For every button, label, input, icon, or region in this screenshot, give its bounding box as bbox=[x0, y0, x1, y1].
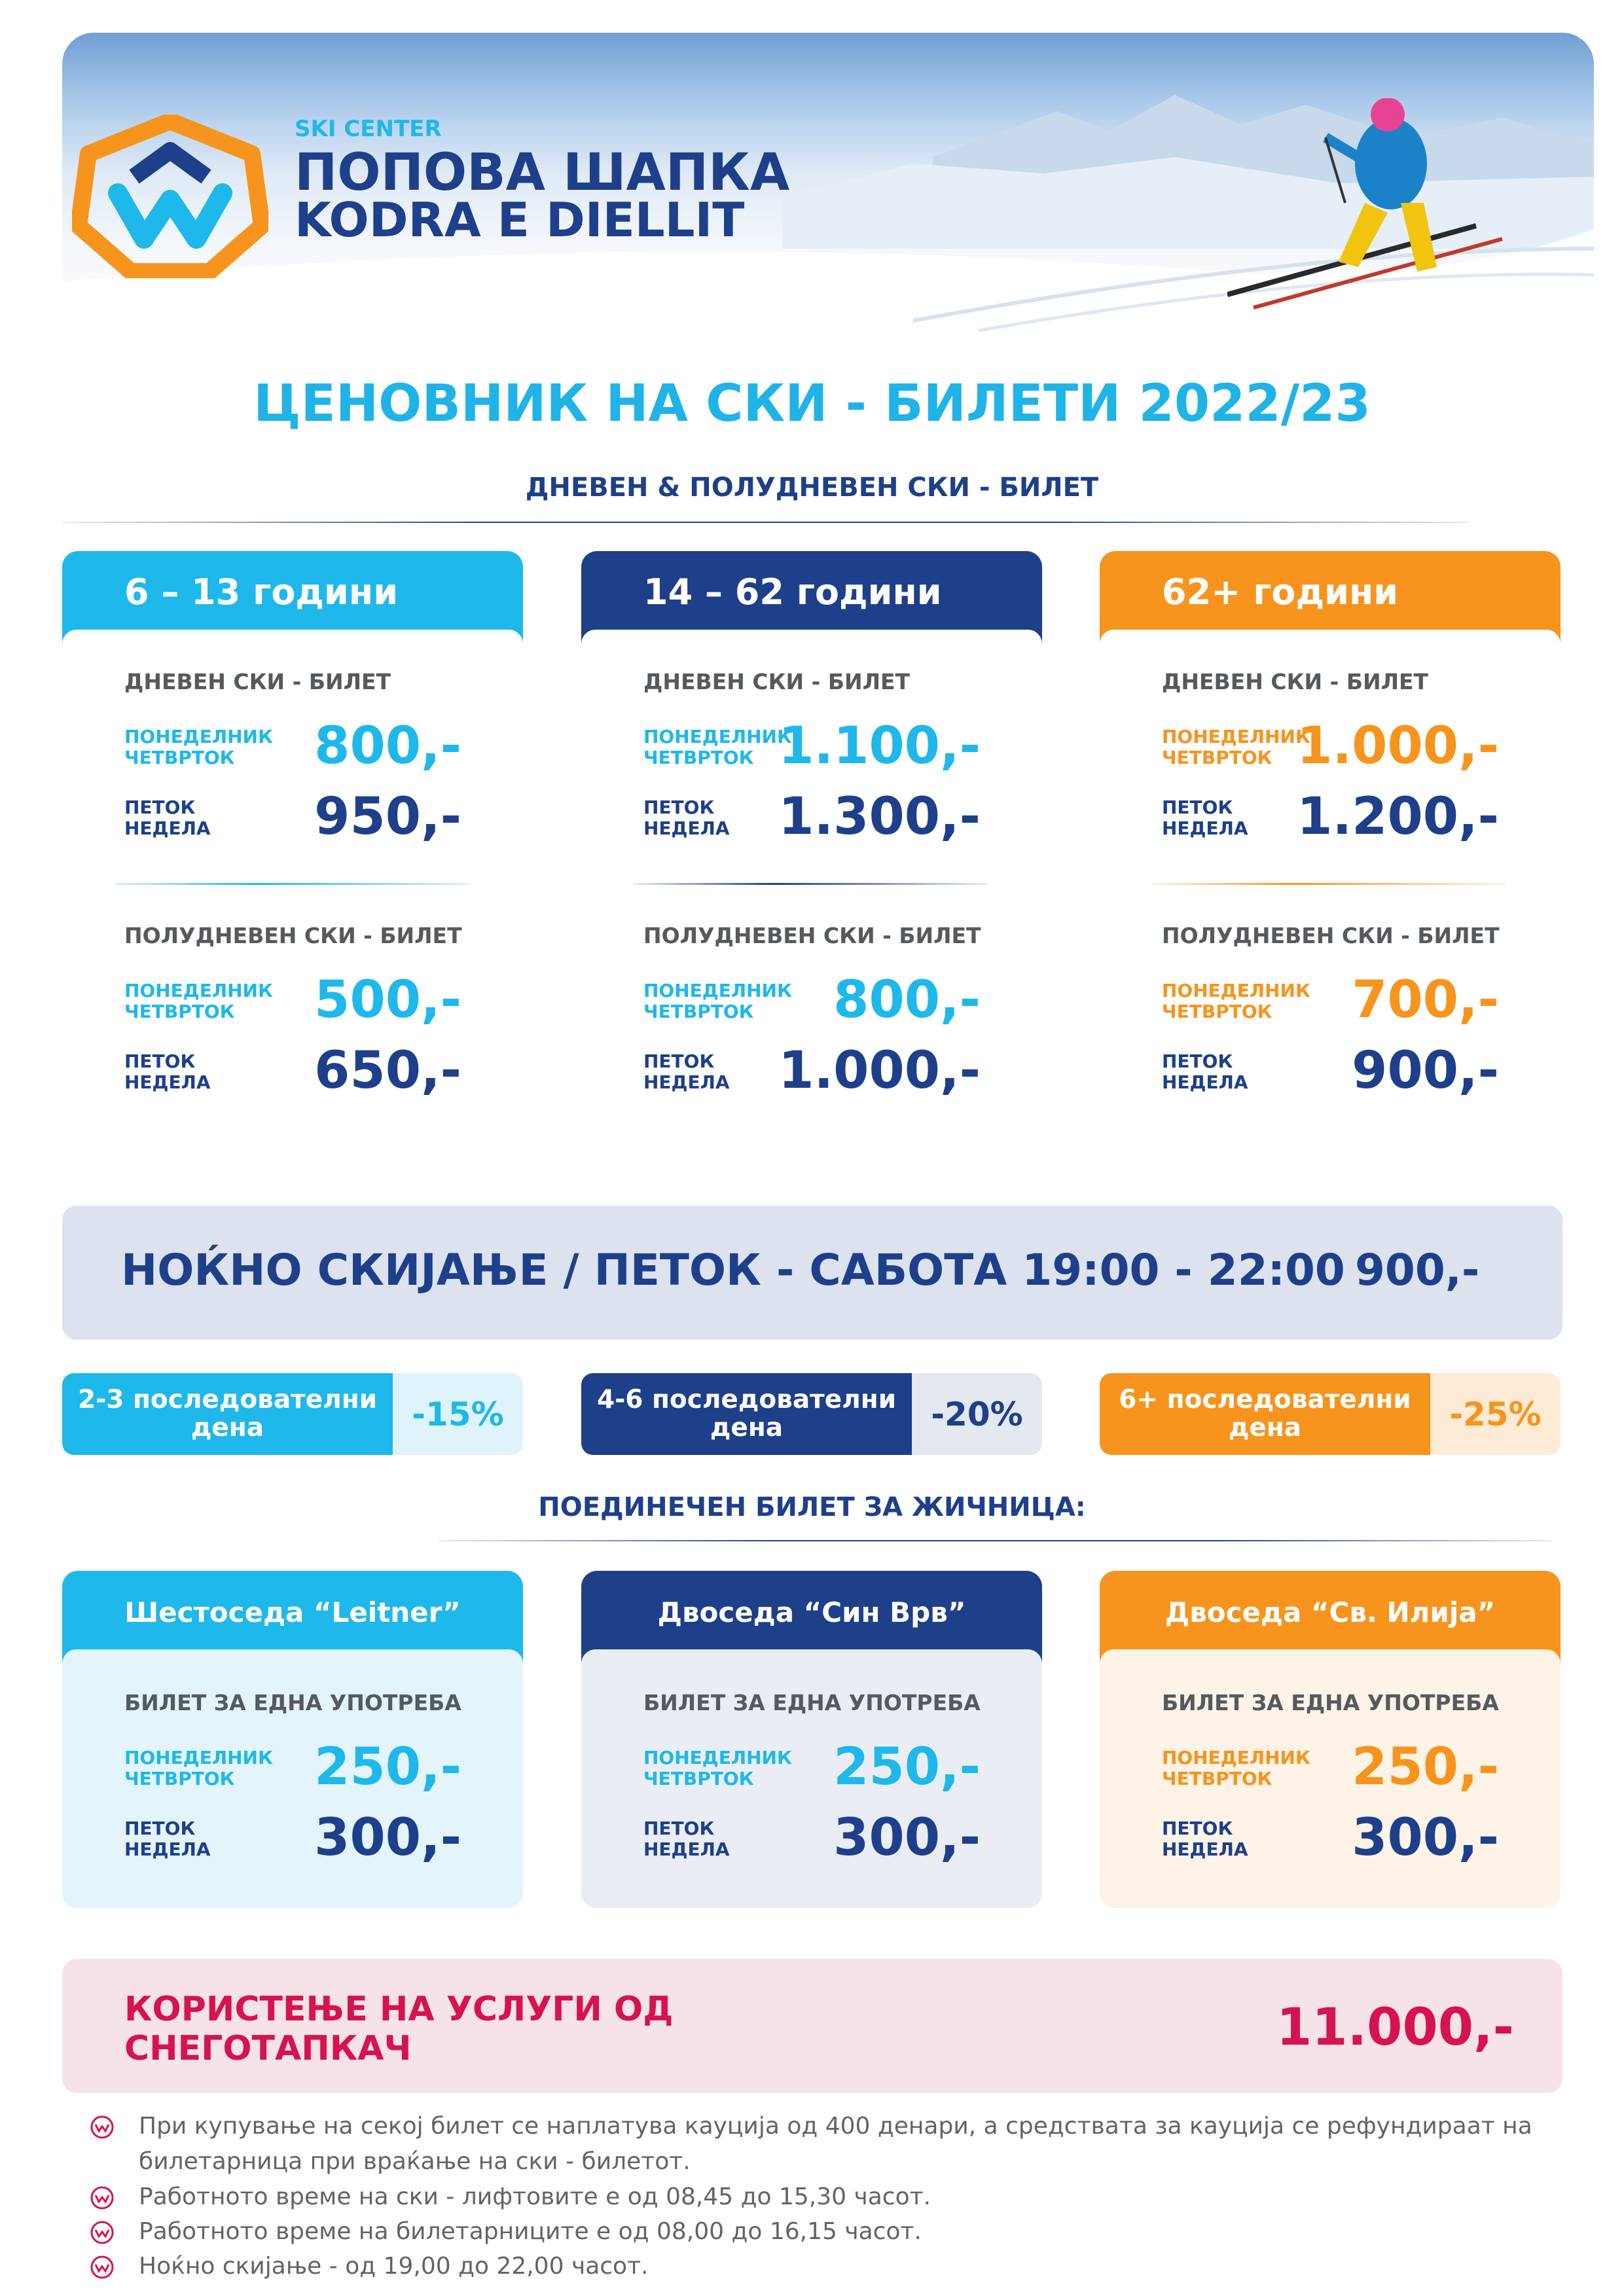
day-to: НЕДЕЛА bbox=[643, 817, 730, 840]
note-text: Ноќно скијање - од 19,00 до 22,00 часот. bbox=[139, 2253, 649, 2280]
brand-line-1: ПОПОВА ШАПКА bbox=[295, 143, 790, 202]
night-label: НОЌНО СКИЈАЊЕ / ПЕТОК - САБОТА 19:00 - 22:00 bbox=[121, 1245, 1345, 1295]
section-separator bbox=[115, 883, 468, 885]
day-to: НЕДЕЛА bbox=[643, 1839, 730, 1861]
day-from: ПЕТОК bbox=[1162, 1818, 1233, 1839]
day-from: ПЕТОК bbox=[124, 1050, 196, 1072]
day-range bbox=[1162, 1818, 1248, 1860]
day-from: ПЕТОК bbox=[643, 797, 715, 818]
day-to: ЧЕТВРТОК bbox=[124, 747, 235, 769]
price-value: 300,- bbox=[314, 1808, 461, 1867]
price-value: 250,- bbox=[1352, 1738, 1499, 1797]
ticket-type-label: ПОЛУДНЕВЕН СКИ - БИЛЕТ bbox=[124, 923, 462, 948]
day-from: ПЕТОК bbox=[1162, 1050, 1233, 1072]
night-price: 900,- bbox=[1355, 1245, 1480, 1295]
day-range bbox=[1162, 726, 1310, 768]
day-from: ПОНЕДЕЛНИК bbox=[124, 726, 273, 747]
lift-name: Шестоседа “Leitner” bbox=[124, 1596, 461, 1628]
day-from: ПЕТОК bbox=[124, 797, 196, 818]
day-from: ПОНЕДЕЛНИК bbox=[124, 980, 273, 1001]
price-value: 700,- bbox=[1352, 971, 1499, 1030]
groomer-line-2: СНЕГОТАПКАЧ bbox=[124, 2028, 412, 2068]
ticket-type-label: БИЛЕТ ЗА ЕДНА УПОТРЕБА bbox=[1162, 1690, 1499, 1715]
price-value: 500,- bbox=[314, 971, 461, 1030]
day-range bbox=[124, 980, 273, 1022]
price-value: 900,- bbox=[1352, 1041, 1499, 1100]
age-card-header: 14 – 62 години bbox=[643, 571, 942, 613]
lift-name: Двоседа “Син Врв” bbox=[657, 1596, 966, 1628]
note-text: При купување на секој билет се наплатува кауција од 400 денари, а средствата за кауција се рефундираат на билетарница при враќање на ски - билетот. bbox=[139, 2113, 1532, 2175]
ticket-type-label: ДНЕВЕН СКИ - БИЛЕТ bbox=[124, 669, 391, 694]
ticket-type-label: ДНЕВЕН СКИ - БИЛЕТ bbox=[1162, 669, 1429, 694]
discount-percent: -15% bbox=[393, 1373, 523, 1455]
brand-line-2: KODRA E DIELLIT bbox=[295, 192, 745, 247]
day-from: ПОНЕДЕЛНИК bbox=[1162, 726, 1310, 747]
day-range bbox=[643, 980, 792, 1022]
day-from: ПЕТОК bbox=[643, 1050, 715, 1072]
day-range bbox=[643, 726, 792, 768]
discount-days: 4-6 последователни дена bbox=[581, 1373, 912, 1455]
discount-badge bbox=[581, 1373, 1042, 1455]
discount-percent: -20% bbox=[912, 1373, 1042, 1455]
bullet-icon bbox=[90, 2115, 114, 2142]
day-to: НЕДЕЛА bbox=[1162, 1839, 1248, 1861]
day-from: ПОНЕДЕЛНИК bbox=[1162, 980, 1310, 1001]
day-from: ПЕТОК bbox=[124, 1818, 196, 1839]
lift-section-title: ПОЕДИНЕЧЕН БИЛЕТ ЗА ЖИЧНИЦА: bbox=[538, 1492, 1086, 1522]
section-separator bbox=[1152, 883, 1506, 885]
day-from: ПЕТОК bbox=[643, 1818, 715, 1839]
day-range bbox=[643, 797, 730, 839]
ski-center-logo bbox=[72, 115, 268, 278]
night-skiing-banner bbox=[62, 1206, 1562, 1340]
price-value: 250,- bbox=[314, 1738, 461, 1797]
divider bbox=[62, 522, 1470, 523]
day-range bbox=[643, 1818, 730, 1860]
discount-badge bbox=[1100, 1373, 1561, 1455]
day-range bbox=[124, 1051, 211, 1093]
bullet-icon bbox=[90, 2255, 114, 2282]
ticket-type-label: БИЛЕТ ЗА ЕДНА УПОТРЕБА bbox=[643, 1690, 981, 1715]
note-text: Работното време на ски - лифтовите е од 08,45 до 15,30 часот. bbox=[139, 2183, 931, 2210]
section-separator bbox=[634, 883, 987, 885]
day-from: ПОНЕДЕЛНИК bbox=[124, 1747, 273, 1768]
day-to: ЧЕТВРТОК bbox=[643, 1001, 754, 1023]
snow-groomer-banner bbox=[62, 1959, 1562, 2093]
day-to: НЕДЕЛА bbox=[1162, 1071, 1248, 1094]
day-range bbox=[643, 1748, 792, 1789]
day-range bbox=[1162, 797, 1248, 839]
note-text: Работното време на билетарниците е од 08,00 до 16,15 часот. bbox=[139, 2218, 922, 2245]
ticket-type-label: ДНЕВЕН СКИ - БИЛЕТ bbox=[643, 669, 911, 694]
day-range bbox=[1162, 1051, 1248, 1093]
price-value: 800,- bbox=[314, 717, 461, 776]
day-from: ПОНЕДЕЛНИК bbox=[643, 980, 792, 1001]
day-from: ПЕТОК bbox=[1162, 797, 1233, 818]
bullet-icon bbox=[90, 2221, 114, 2247]
ticket-type-label: БИЛЕТ ЗА ЕДНА УПОТРЕБА bbox=[124, 1690, 461, 1715]
price-value: 800,- bbox=[833, 971, 981, 1030]
day-to: НЕДЕЛА bbox=[1162, 817, 1248, 840]
discount-days: 6+ последователни дена bbox=[1100, 1373, 1430, 1455]
day-range bbox=[124, 726, 273, 768]
day-range bbox=[1162, 1748, 1310, 1789]
day-to: ЧЕТВРТОК bbox=[124, 1001, 235, 1023]
day-to: ЧЕТВРТОК bbox=[124, 1768, 235, 1790]
header-banner bbox=[62, 33, 1594, 336]
price-value: 300,- bbox=[833, 1808, 981, 1867]
discount-badge bbox=[62, 1373, 523, 1455]
section-subtitle: ДНЕВЕН & ПОЛУДНЕВЕН СКИ - БИЛЕТ bbox=[525, 473, 1099, 503]
day-to: ЧЕТВРТОК bbox=[1162, 1001, 1272, 1023]
day-range bbox=[1162, 980, 1310, 1022]
price-value: 250,- bbox=[833, 1738, 981, 1797]
ticket-type-label: ПОЛУДНЕВЕН СКИ - БИЛЕТ bbox=[643, 923, 981, 948]
bullet-icon bbox=[90, 2186, 114, 2212]
price-value: 1.300,- bbox=[778, 787, 981, 846]
brand-small: SKI CENTER bbox=[295, 116, 442, 142]
age-card-header: 6 – 13 години bbox=[124, 571, 399, 613]
day-from: ПОНЕДЕЛНИК bbox=[643, 726, 792, 747]
price-value: 1.000,- bbox=[1297, 717, 1499, 776]
day-range bbox=[124, 1818, 211, 1860]
day-from: ПОНЕДЕЛНИК bbox=[1162, 1747, 1310, 1768]
day-range bbox=[643, 1051, 730, 1093]
discount-percent: -25% bbox=[1430, 1373, 1561, 1455]
groomer-price: 11.000,- bbox=[1276, 1998, 1514, 2057]
day-to: ЧЕТВРТОК bbox=[643, 1768, 754, 1790]
discount-days: 2-3 последователни дена bbox=[62, 1373, 393, 1455]
day-to: НЕДЕЛА bbox=[124, 1071, 211, 1094]
day-to: НЕДЕЛА bbox=[643, 1071, 730, 1094]
ticket-type-label: ПОЛУДНЕВЕН СКИ - БИЛЕТ bbox=[1162, 923, 1500, 948]
day-to: ЧЕТВРТОК bbox=[1162, 747, 1272, 769]
day-from: ПОНЕДЕЛНИК bbox=[643, 1747, 792, 1768]
day-range bbox=[124, 1748, 273, 1789]
price-value: 1.000,- bbox=[778, 1041, 981, 1100]
divider bbox=[439, 1540, 1551, 1541]
groomer-line-1: КОРИСТЕЊЕ НА УСЛУГИ ОД bbox=[124, 1990, 674, 2029]
day-to: НЕДЕЛА bbox=[124, 817, 211, 840]
day-to: НЕДЕЛА bbox=[124, 1839, 211, 1861]
day-to: ЧЕТВРТОК bbox=[1162, 1768, 1272, 1790]
day-to: ЧЕТВРТОК bbox=[643, 747, 754, 769]
page-title: ЦЕНОВНИК НА СКИ - БИЛЕТИ 2022/23 bbox=[253, 374, 1371, 433]
skier-image bbox=[1227, 98, 1555, 321]
price-value: 1.100,- bbox=[778, 717, 981, 776]
day-range bbox=[124, 797, 211, 839]
lift-name: Двоседа “Св. Илија” bbox=[1164, 1596, 1496, 1628]
price-value: 300,- bbox=[1352, 1808, 1499, 1867]
age-card-header: 62+ години bbox=[1162, 571, 1399, 613]
price-value: 650,- bbox=[314, 1041, 461, 1100]
price-value: 1.200,- bbox=[1297, 787, 1499, 846]
price-value: 950,- bbox=[314, 787, 461, 846]
